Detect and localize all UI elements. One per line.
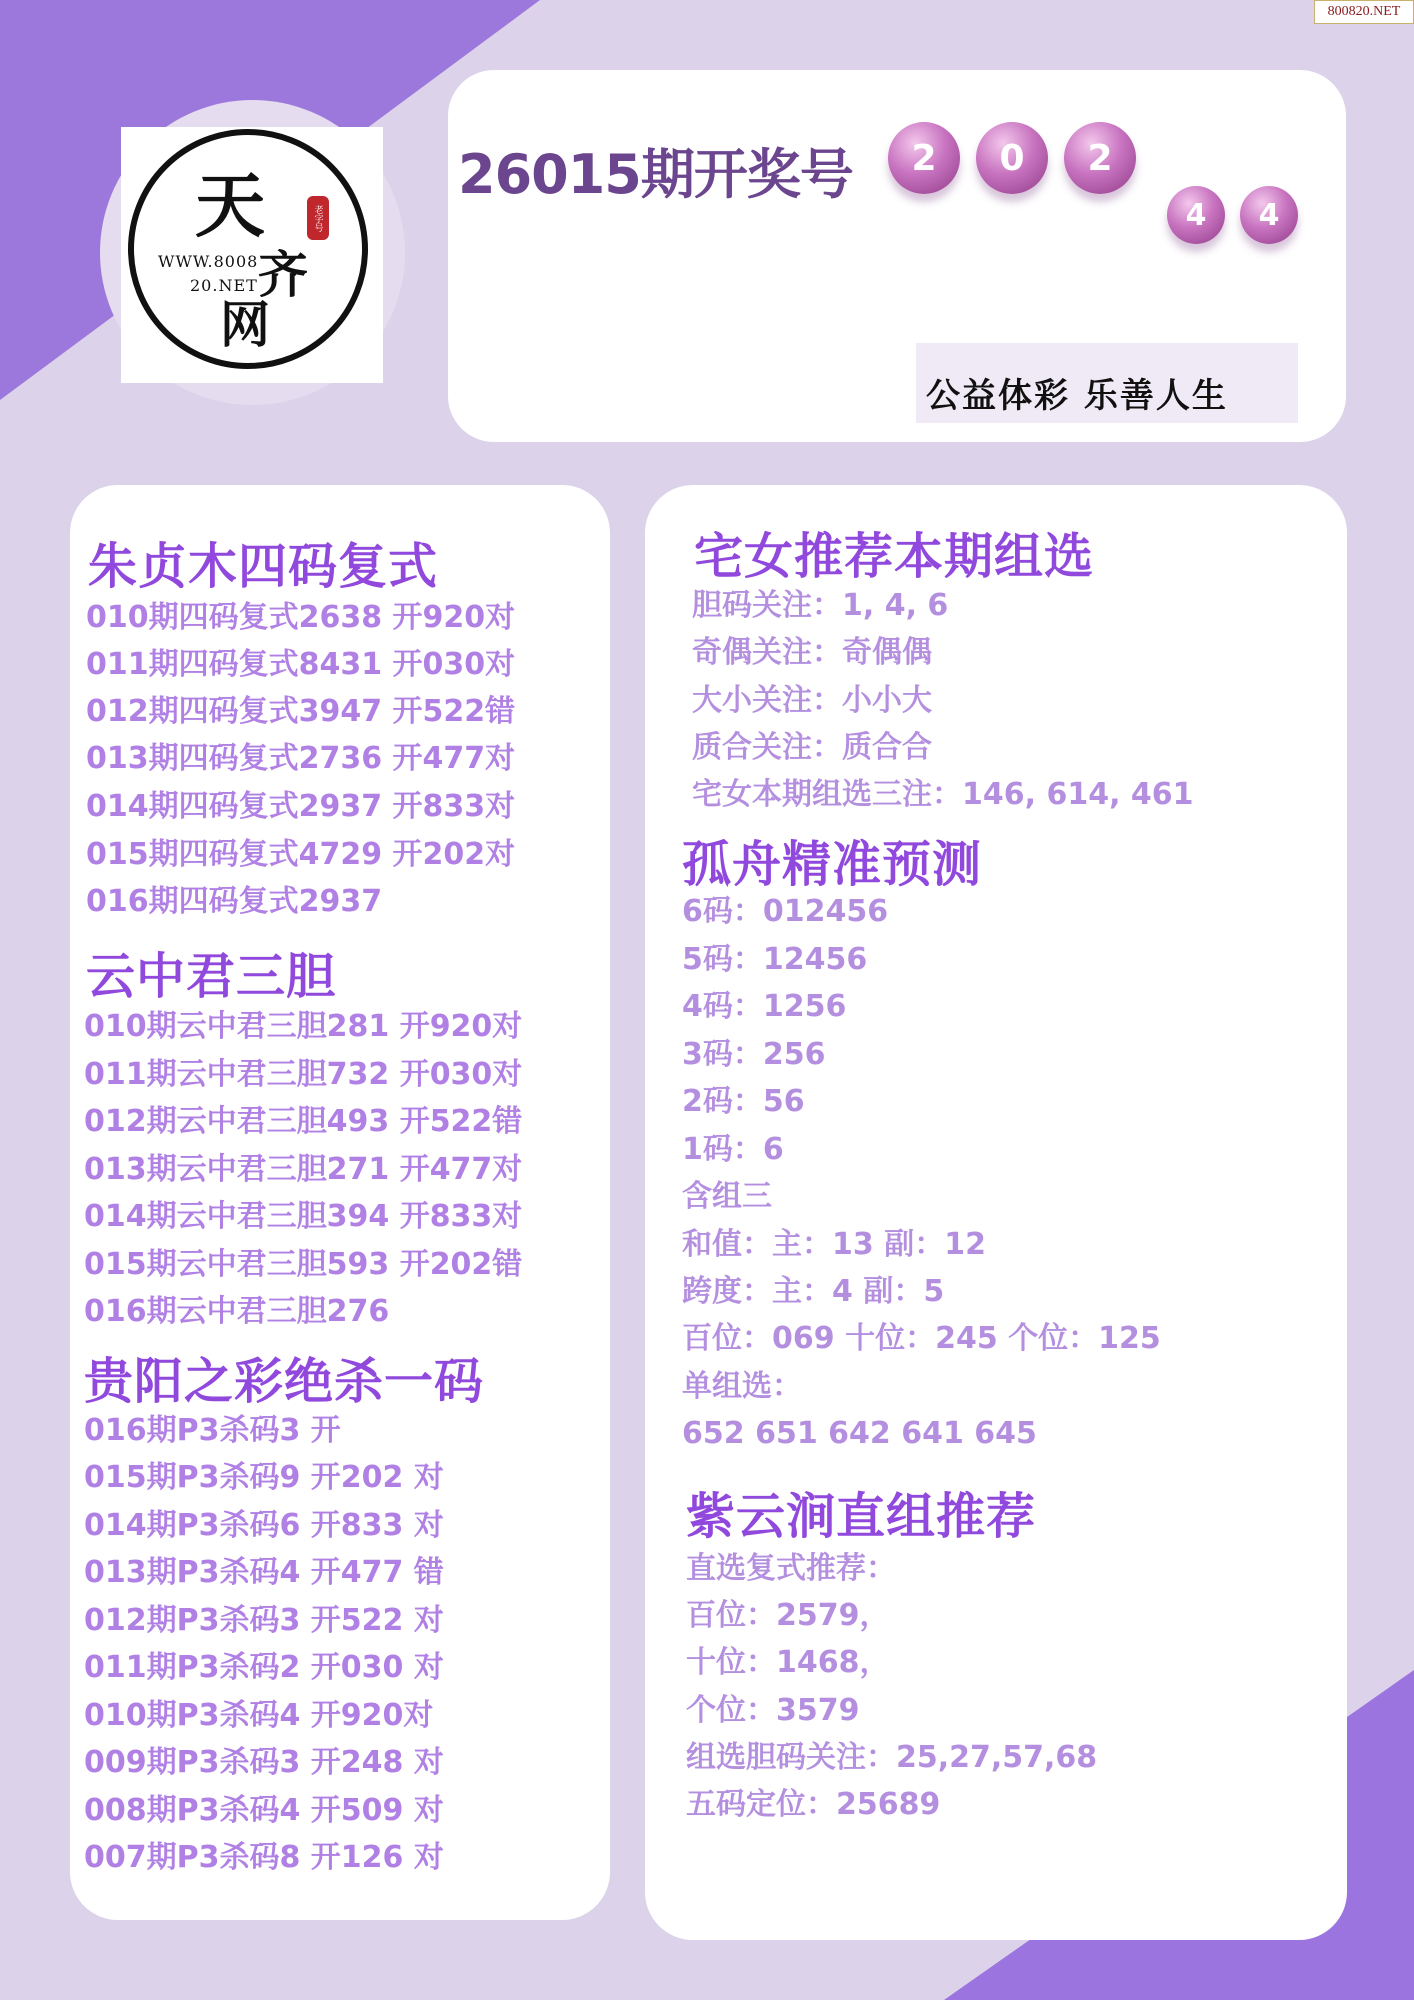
list-item: 015期四码复式4729 开202对: [86, 837, 516, 872]
list-item: 007期P3杀码8 开126 对: [84, 1840, 444, 1875]
list-item: 和值：主：13 副：12: [682, 1227, 986, 1262]
lottery-ball-1: 2: [888, 122, 960, 194]
list-item: 011期P3杀码2 开030 对: [84, 1650, 444, 1685]
section-title-guzhou: 孤舟精准预测: [682, 836, 983, 893]
list-item: 014期四码复式2937 开833对: [86, 789, 516, 824]
list-item: 016期P3杀码3 开: [84, 1413, 341, 1448]
list-item: 宅女本期组选三注：146, 614, 461: [692, 777, 1194, 812]
list-item: 6码：012456: [682, 894, 889, 929]
logo-url-line1: WWW.8008: [158, 252, 259, 271]
list-item: 012期云中君三胆493 开522错: [84, 1104, 523, 1139]
list-item: 015期P3杀码9 开202 对: [84, 1460, 444, 1495]
list-item: 直选复式推荐：: [686, 1551, 896, 1586]
list-item: 1码：6: [682, 1132, 784, 1167]
list-item: 010期四码复式2638 开920对: [86, 600, 516, 635]
section-title-four-code: 朱贞木四码复式: [88, 538, 439, 595]
logo-char-wang: 网: [220, 295, 270, 354]
list-item: 奇偶关注：奇偶偶: [692, 635, 932, 670]
list-item: 652 651 642 641 645: [682, 1416, 1037, 1451]
list-item: 百位：2579，: [686, 1598, 890, 1633]
lottery-ball-3: 2: [1064, 122, 1136, 194]
list-item: 008期P3杀码4 开509 对: [84, 1793, 444, 1828]
list-item: 胆码关注：1, 4, 6: [692, 588, 949, 623]
list-item: 2码：56: [682, 1084, 805, 1119]
list-item: 010期云中君三胆281 开920对: [84, 1009, 523, 1044]
list-item: 组选胆码关注：25,27,57,68: [686, 1740, 1098, 1775]
list-item: 五码定位：25689: [686, 1787, 941, 1822]
list-item: 5码：12456: [682, 942, 868, 977]
lottery-ball-2: 0: [976, 122, 1048, 194]
lottery-ball-4: 4: [1167, 186, 1225, 244]
list-item: 014期P3杀码6 开833 对: [84, 1508, 444, 1543]
watermark: 800820.NET: [1314, 0, 1414, 24]
section-title-zhainv: 宅女推荐本期组选: [694, 528, 1095, 585]
list-item: 012期P3杀码3 开522 对: [84, 1603, 444, 1638]
list-item: 4码：1256: [682, 989, 847, 1024]
list-item: 012期四码复式3947 开522错: [86, 694, 516, 729]
list-item: 跨度：主：4 副：5: [682, 1274, 945, 1309]
list-item: 013期四码复式2736 开477对: [86, 741, 516, 776]
list-item: 013期P3杀码4 开477 错: [84, 1555, 444, 1590]
logo-seal: 老字号: [307, 196, 329, 240]
logo-url-line2: 20.NET: [190, 276, 258, 295]
list-item: 大小关注：小小大: [692, 683, 932, 718]
list-item: 011期云中君三胆732 开030对: [84, 1057, 523, 1092]
list-item: 个位：3579: [686, 1693, 860, 1728]
list-item: 016期四码复式2937: [86, 884, 383, 919]
logo-char-qi: 齐: [258, 245, 308, 304]
list-item: 015期云中君三胆593 开202错: [84, 1247, 523, 1282]
list-item: 百位：069 十位：245 个位：125: [682, 1321, 1161, 1356]
slogan: 公益体彩 乐善人生: [926, 376, 1228, 416]
section-title-three-dan: 云中君三胆: [86, 948, 337, 1005]
section-title-ziyun: 紫云涧直组推荐: [686, 1488, 1037, 1545]
list-item: 质合关注：质合合: [692, 730, 932, 765]
list-item: 013期云中君三胆271 开477对: [84, 1152, 523, 1187]
list-item: 009期P3杀码3 开248 对: [84, 1745, 444, 1780]
list-item: 011期四码复式8431 开030对: [86, 647, 516, 682]
lottery-ball-5: 4: [1240, 186, 1298, 244]
list-item: 含组三: [682, 1179, 772, 1214]
list-item: 016期云中君三胆276: [84, 1294, 390, 1329]
list-item: 十位：1468，: [686, 1645, 890, 1680]
list-item: 3码：256: [682, 1037, 826, 1072]
list-item: 单组选：: [682, 1369, 802, 1404]
list-item: 010期P3杀码4 开920对: [84, 1698, 434, 1733]
issue-title: 26015期开奖号: [458, 143, 853, 206]
list-item: 014期云中君三胆394 开833对: [84, 1199, 523, 1234]
logo-char-tian: 天: [195, 164, 265, 247]
section-title-kill-one: 贵阳之彩绝杀一码: [84, 1353, 485, 1410]
